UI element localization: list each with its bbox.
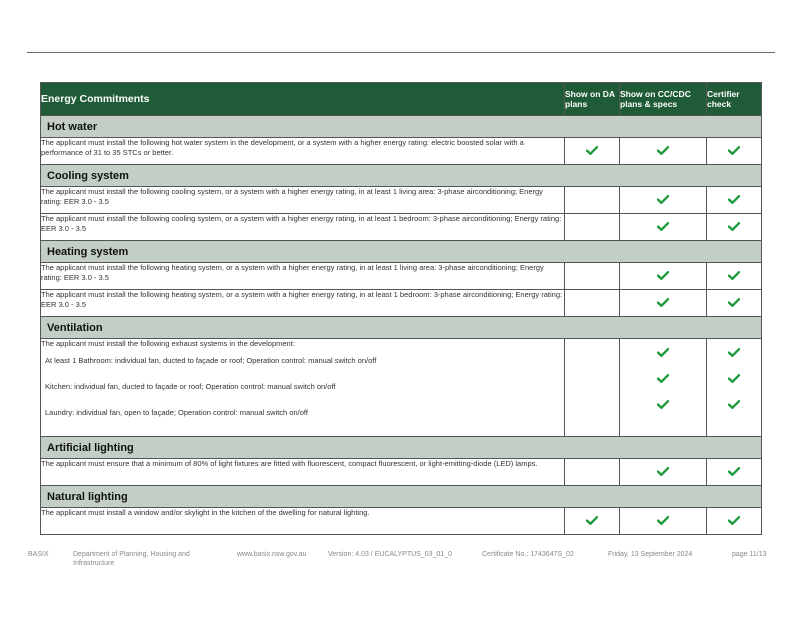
check-icon: [728, 195, 740, 204]
check-icon: [728, 348, 740, 357]
check-icon: [657, 374, 669, 383]
table-row: [41, 263, 762, 290]
check-icon: [586, 146, 598, 155]
section-artificial-lighting: [41, 437, 762, 459]
check-icon: [728, 516, 740, 525]
section-title: Artificial lighting: [41, 437, 762, 459]
check-icon: [586, 516, 598, 525]
footer-app: BASIX: [28, 551, 49, 558]
col-certifier: Certifier check: [707, 83, 762, 116]
check-icon: [657, 298, 669, 307]
col-cc-plans: Show on CC/CDC plans & specs: [620, 83, 707, 116]
check-icon: [657, 400, 669, 409]
footer-date: Friday, 13 September 2024: [608, 551, 693, 558]
energy-commitments-table: [40, 82, 762, 535]
check-icon: [728, 298, 740, 307]
section-title: Cooling system: [41, 165, 762, 187]
footer-version: Version: 4.03 / EUCALYPTUS_03_01_0: [328, 551, 453, 558]
table-row: [41, 138, 762, 165]
commitment-text: The applicant must install a window and/or skylight in the kitchen of the dwelling for natural lighting.: [41, 508, 565, 535]
footer-url: www.basix.nsw.gov.au: [237, 551, 307, 558]
table-row: [41, 214, 762, 241]
commitment-text: The applicant must ensure that a minimum of 80% of light fixtures are fitted with fluorescent, compact fluorescent, or light-emitting-diode (LED) lamps.: [41, 459, 565, 486]
table-row: [41, 459, 762, 486]
ventilation-item-bathroom: At least 1 Bathroom: individual fan, ducted to façade or roof; Operation control: manual switch on/off: [45, 356, 377, 365]
commitment-text: The applicant must install the following cooling system, or a system with a higher energy rating, in at least 1 bedroom: 3-phase airconditioning; Energy rating: EER 3.0 - 3.5: [41, 214, 565, 241]
check-icon: [728, 222, 740, 231]
section-title: Heating system: [41, 241, 762, 263]
check-icon: [657, 146, 669, 155]
table-row: [41, 339, 762, 437]
check-icon: [657, 467, 669, 476]
check-icon: [657, 195, 669, 204]
check-icon: [657, 222, 669, 231]
section-cooling: [41, 165, 762, 187]
col-da-plans: Show on DA plans: [565, 83, 620, 116]
check-icon: [728, 146, 740, 155]
check-icon: [657, 516, 669, 525]
section-hot-water: [41, 116, 762, 138]
section-title: Natural lighting: [41, 486, 762, 508]
ventilation-intro: The applicant must install the following exhaust systems in the development:: [41, 339, 295, 348]
check-icon: [728, 400, 740, 409]
section-title: Ventilation: [41, 317, 762, 339]
table-row: [41, 290, 762, 317]
check-icon: [657, 271, 669, 280]
section-natural-lighting: [41, 486, 762, 508]
ventilation-item-laundry: Laundry: individual fan, open to façade; Operation control: manual switch on/off: [45, 408, 308, 417]
table-title: Energy Commitments: [41, 83, 565, 116]
footer-department: Department of Planning, Housing and Infrastructure: [73, 551, 190, 567]
commitment-text: The applicant must install the following heating system, or a system with a higher energy rating, in at least 1 bedroom: 3-phase airconditioning; Energy rating: EER 3.0 - 3.5: [41, 290, 565, 317]
check-icon: [728, 374, 740, 383]
check-icon: [657, 348, 669, 357]
table-row: [41, 508, 762, 535]
table-row: [41, 187, 762, 214]
commitment-text: The applicant must install the following hot water system in the development, or a system with a higher energy rating: electric boosted solar with a performance of 31 to 35 STCs or better.: [41, 138, 565, 165]
footer-certificate: Certificate No.: 1743647S_02: [482, 551, 574, 558]
check-icon: [728, 271, 740, 280]
top-rule: [27, 52, 775, 53]
section-heating: [41, 241, 762, 263]
table-header-row: [41, 83, 762, 116]
ventilation-text: [41, 339, 565, 437]
commitment-text: The applicant must install the following heating system, or a system with a higher energy rating, in at least 1 living area: 3-phase airconditioning; Energy rating: EER 3.0 - 3.5: [41, 263, 565, 290]
section-ventilation: [41, 317, 762, 339]
section-title: Hot water: [41, 116, 762, 138]
check-icon: [728, 467, 740, 476]
commitment-text: The applicant must install the following cooling system, or a system with a higher energy rating, in at least 1 living area: 3-phase airconditioning; Energy rating: EER 3.0 - 3.5: [41, 187, 565, 214]
footer-page: page 11/13: [732, 551, 767, 558]
ventilation-item-kitchen: Kitchen: individual fan, ducted to façade or roof; Operation control: manual switch on/off: [45, 382, 336, 391]
